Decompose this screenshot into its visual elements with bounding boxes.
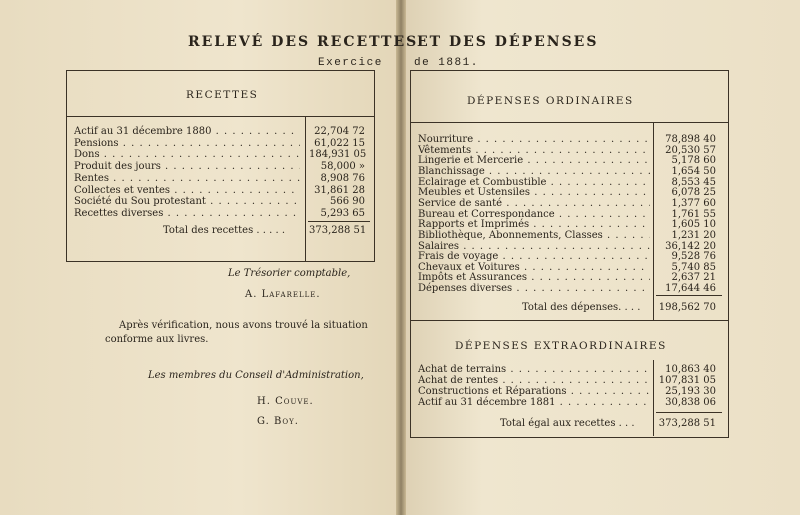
ledger-row-label: Produit des jours . . . (74, 160, 300, 173)
grand-total-label: Total égal aux recettes . . . (500, 418, 635, 429)
ledger-row-label: Impôts et Assurances . . . (418, 271, 650, 284)
grand-total-value: 373,288 51 (658, 418, 716, 429)
ledger-row-label: Blanchissage . . . (418, 165, 650, 178)
recettes-header-rule (66, 116, 374, 117)
ledger-row-value: 184,931 05 (309, 149, 367, 161)
ledger-row-value: 1,377 60 (671, 197, 716, 209)
ledger-row-label: Service de santé . . . (418, 197, 650, 210)
ledger-row-label: Pensions . . . (74, 137, 300, 150)
title-left: RELEVÉ DES RECETTES (188, 34, 419, 50)
book-gutter (396, 0, 406, 515)
ledger-row-value: 78,898 40 (665, 134, 716, 145)
ledger-row-value: 5,740 85 (671, 261, 716, 273)
ledger-row-label: Nourriture . . . (418, 133, 650, 146)
recettes-total-value: 373,288 51 (309, 225, 367, 236)
ledger-row-value: 10,863 40 (665, 364, 716, 375)
recettes-sum-rule (308, 221, 370, 222)
ledger-row-value: 566 90 (330, 196, 365, 208)
ledger-row-value: 1,231 20 (671, 229, 716, 241)
ledger-row-label: Actif au 31 décembre 1881 . . . (418, 396, 650, 409)
ledger-row-value: 30,838 06 (665, 396, 716, 408)
subtitle-right: de 1881. (414, 57, 479, 69)
ledger-row-value: 61,022 15 (314, 137, 365, 149)
depenses-section-rule (410, 320, 728, 321)
ledger-row-value: 8,553 45 (671, 176, 716, 188)
treasurer-name: A. Lafarelle. (245, 289, 321, 300)
depenses-ordinaires-heading: DÉPENSES ORDINAIRES (467, 95, 634, 107)
ledger-row-label: Collectes et ventes . . . (74, 184, 300, 197)
ledger-row-label: Frais de voyage . . . (418, 250, 650, 263)
council-member-2: G. Boy. (257, 416, 299, 427)
ledger-row (74, 207, 370, 220)
ledger-row-label: Recettes diverses . . . (74, 207, 300, 220)
ledger-row-label: Rapports et Imprimés . . . (418, 218, 650, 231)
ledger-row-label: Salaires . . . (418, 240, 650, 253)
depenses-ordinaires-total-value: 198,562 70 (658, 302, 716, 313)
ledger-row-value: 5,293 65 (320, 207, 365, 219)
subtitle-left: Exercice (318, 57, 383, 69)
ledger-row-value: 1,654 50 (671, 165, 716, 177)
ledger-row-label: Bureau et Correspondance . . . (418, 208, 650, 221)
council-member-1: H. Couve. (257, 396, 314, 407)
depenses-extraordinaires-heading: DÉPENSES EXTRAORDINAIRES (455, 340, 667, 352)
ledger-row-label: Rentes . . . (74, 172, 300, 185)
treasurer-title: Le Trésorier comptable, (228, 268, 351, 279)
depenses-extraordinaires-sum-rule (656, 412, 722, 413)
depenses-ordinaires-sum-rule (656, 295, 722, 296)
ledger-row-label: Actif au 31 décembre 1880 . . . (74, 125, 300, 138)
ledger-row-value: 58,000 » (320, 161, 365, 173)
verification-line-2: conforme aux livres. (105, 334, 209, 345)
ledger-row-value: 9,528 76 (671, 251, 716, 263)
ledger-row-value: 22,704 72 (314, 126, 365, 137)
ledger-row-label: Constructions et Réparations . . . (418, 385, 650, 398)
ledger-row-label: Vêtements . . . (418, 144, 650, 157)
ledger-row-value: 8,908 76 (320, 172, 365, 184)
ledger-row-value: 5,178 60 (671, 155, 716, 167)
ledger-row-label: Dépenses diverses . . . (418, 282, 650, 295)
title-right: ET DES DÉPENSES (417, 34, 599, 50)
ledger-row-label: Lingerie et Mercerie . . . (418, 154, 650, 167)
ledger-row-value: 17,644 46 (665, 283, 716, 295)
depenses-ordinaires-total-label: Total des dépenses. . . . (522, 302, 641, 313)
ledger-row-label: Chevaux et Voitures . . . (418, 261, 650, 274)
ledger-row-label: Dons . . . (74, 148, 300, 161)
ledger-row-value: 107,831 05 (658, 374, 716, 386)
ledger-row-value: 36,142 20 (665, 240, 716, 252)
ledger-row-value: 1,605 10 (671, 219, 716, 231)
ledger-row-value: 6,078 25 (671, 187, 716, 199)
recettes-heading: RECETTES (186, 89, 259, 101)
ledger-row-label: Achat de rentes . . . (418, 374, 650, 387)
ledger-row-label: Bibliothèque, Abonnements, Classes . . . (418, 229, 650, 242)
ledger-row-value: 25,193 30 (665, 385, 716, 397)
ledger-row-label: Société du Sou protestant . . . (74, 195, 300, 208)
verification-line-1: Après vérification, nous avons trouvé la situation (119, 320, 368, 331)
ledger-row-value: 1,761 55 (671, 208, 716, 220)
ledger-row-value: 2,637 21 (671, 272, 716, 284)
ledger-row-label: Eclairage et Combustible . . . (418, 176, 650, 189)
ledger-row-label: Meubles et Ustensiles . . . (418, 186, 650, 199)
ledger-row-value: 31,861 28 (314, 184, 365, 196)
depenses-header-rule (410, 122, 728, 123)
ledger-row-value: 20,530 57 (665, 144, 716, 156)
ledger-row (418, 396, 722, 409)
ledger-row (418, 282, 722, 295)
council-title: Les membres du Conseil d'Administration, (148, 370, 364, 381)
recettes-total-label: Total des recettes . . . . . (163, 225, 285, 236)
ledger-row-label: Achat de terrains . . . (418, 363, 650, 376)
